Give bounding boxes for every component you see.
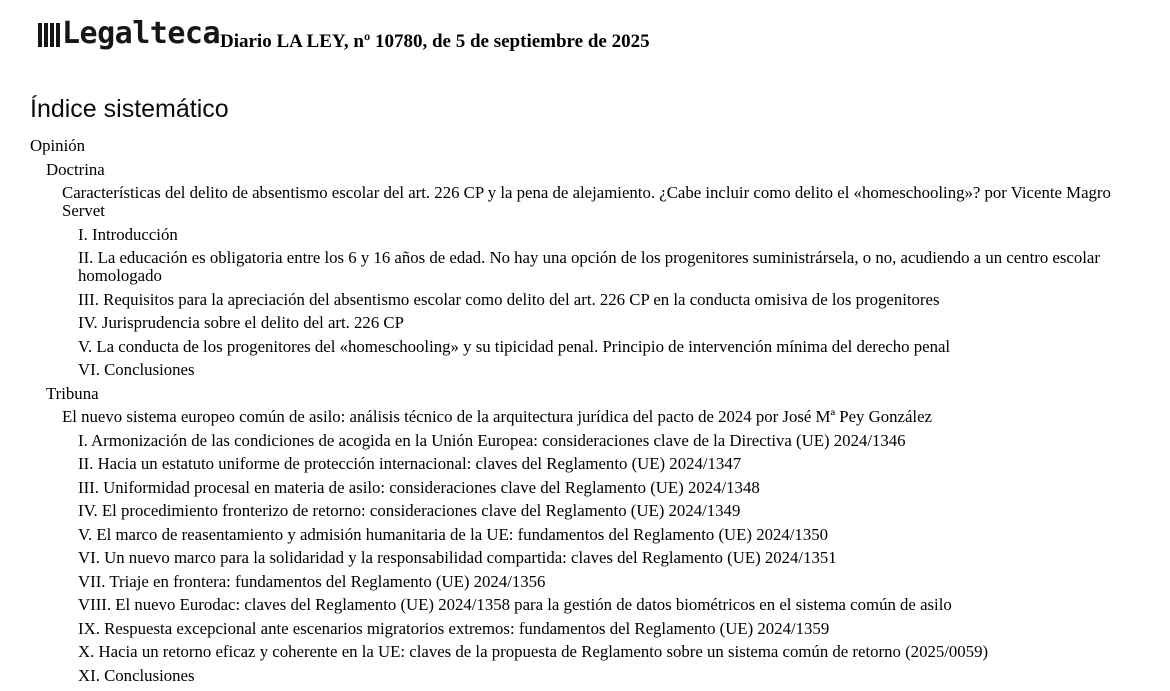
toc-entry: El nuevo sistema europeo común de asilo: análisis técnico de la arquitectura jurídica del pacto de 2024 por José Mª Pey González [62, 407, 932, 426]
toc-entry: I. Introducción [78, 224, 178, 244]
toc-entry: XI. Conclusiones [78, 665, 195, 685]
toc-entry: X. Hacia un retorno eficaz y coherente en la UE: claves de la propuesta de Reglamento sobre un sistema común de retorno (2025/0059) [78, 642, 989, 661]
page-title: Índice sistemático [30, 95, 229, 123]
toc-entry: V. El marco de reasentamiento y admisión humanitaria de la UE: fundamentos del Reglamento (UE) 2024/1350 [78, 524, 828, 544]
legalteca-logo [38, 14, 220, 54]
toc-entry: IV. Jurisprudencia sobre el delito del art. 226 CP [78, 313, 404, 332]
legalteca-logo-bars-icon [38, 23, 60, 47]
toc-entry: III. Requisitos para la apreciación del absentismo escolar como delito del art. 226 CP en la conducta omisiva de los progenitores [78, 289, 940, 309]
toc-entry: IV. El procedimiento fronterizo de retorno: consideraciones clave del Reglamento (UE) 2024/1349 [78, 501, 741, 520]
toc-entry: Tribuna [46, 383, 99, 403]
toc-entry: VI. Un nuevo marco para la solidaridad y la responsabilidad compartida: claves del Reglamento (UE) 2024/1351 [78, 548, 837, 567]
toc-entry: IX. Respuesta excepcional ante escenarios migratorios extremos: fundamentos del Reglamento (UE) 2024/1359 [78, 618, 830, 638]
toc-entry: Opinión [30, 136, 86, 155]
toc-entry: VIII. El nuevo Eurodac: claves del Reglamento (UE) 2024/1358 para la gestión de datos biométricos en el sistema común de asilo [78, 595, 952, 614]
toc-entry: VII. Triaje en frontera: fundamentos del Reglamento (UE) 2024/1356 [78, 571, 546, 591]
toc-entry: I. Armonización de las condiciones de acogida en la Unión Europea: consideraciones clave de la Directiva (UE) 2024/1346 [78, 430, 906, 450]
journal-issue-title: Diario LA LEY, nº 10780, de 5 de septiembre de 2025 [220, 31, 650, 52]
toc-entry: VI. Conclusiones [78, 360, 195, 379]
legalteca-logo-text: Legalteca [62, 16, 221, 51]
systematic-index [30, 137, 1140, 690]
toc-entry: II. La educación es obligatoria entre los 6 y 16 años de edad. No hay una opción de los progenitores suministrársela, o no, acudiendo a un centro escolar homologado [78, 248, 1100, 285]
toc-entry: II. Hacia un estatuto uniforme de protección internacional: claves del Reglamento (UE) 2024/1347 [78, 454, 742, 473]
toc-entry: Doctrina [46, 159, 105, 179]
toc-entry: Características del delito de absentismo escolar del art. 226 CP y la pena de alejamiento. ¿Cabe incluir como delito el «homeschooling»? por Vicente Magro Servet [62, 183, 1111, 220]
toc-entry: V. La conducta de los progenitores del «homeschooling» y su tipicidad penal. Principio de intervención mínima del derecho penal [78, 336, 951, 356]
toc-entry: III. Uniformidad procesal en materia de asilo: consideraciones clave del Reglamento (UE) 2024/1348 [78, 477, 760, 497]
